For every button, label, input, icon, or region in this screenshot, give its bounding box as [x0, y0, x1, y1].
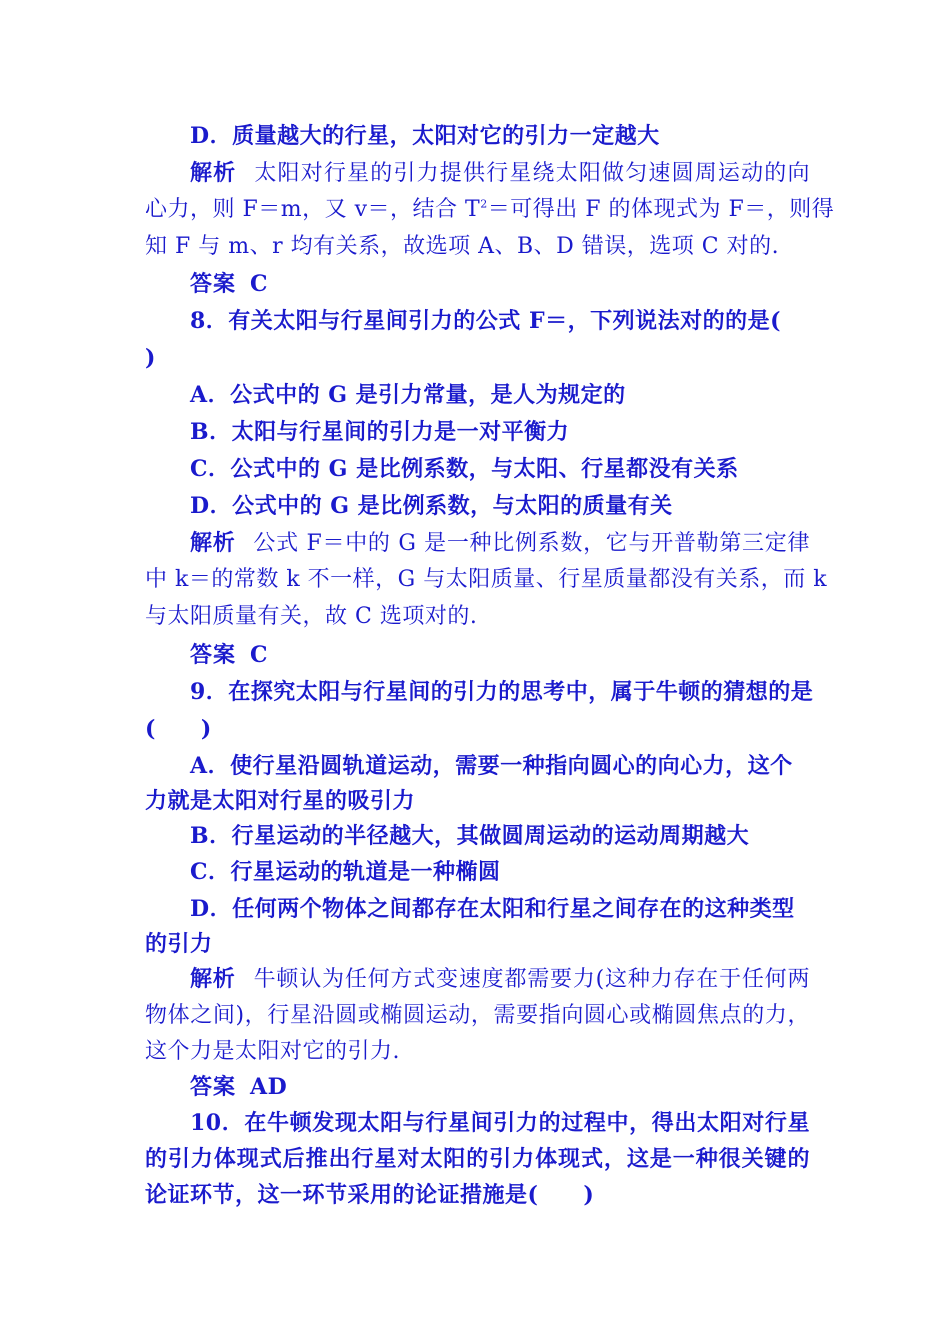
q9-analysis-line-3: 这个力是太阳对它的引力.	[145, 1039, 400, 1064]
q7-analysis-line-2: 心力，则 F＝m，又 v＝，结合 $T^2=$可得出 F 的体现式为 F＝，则得	[145, 197, 835, 222]
q10-stem-line-3: 论证环节，这一环节采用的论证措施是( )	[145, 1182, 595, 1208]
q7-option-d: D．质量越大的行星，太阳对它的引力一定越大	[190, 123, 660, 149]
analysis-label: 解析	[190, 160, 237, 186]
answer-value: C	[250, 642, 269, 668]
q9-option-a-line-1: A．使行星沿圆轨道运动，需要一种指向圆心的向心力，这个	[190, 753, 793, 779]
q9-stem-line-1: 9．在探究太阳与行星间的引力的思考中，属于牛顿的猜想的是	[190, 679, 814, 705]
q7-analysis-line-3: 知 F 与 m、r 均有关系，故选项 A、B、D 错误，选项 C 对的.	[145, 234, 780, 259]
q9-analysis-line-2: 物体之间)，行星沿圆或椭圆运动，需要指向圆心或椭圆焦点的力，	[145, 1003, 810, 1028]
answer-label: 答案	[190, 642, 237, 668]
q9-option-c: C．行星运动的轨道是一种椭圆	[190, 859, 501, 885]
q8-stem-line-2: )	[145, 345, 156, 371]
analysis-label: 解析	[190, 966, 236, 992]
q8-option-a: A．公式中的 G 是引力常量，是人为规定的	[190, 382, 626, 408]
answer-value: AD	[250, 1074, 288, 1100]
analysis-label: 解析	[190, 530, 236, 556]
q9-option-a-line-2: 力就是太阳对行星的吸引力	[145, 788, 416, 814]
q9-option-b: B．行星运动的半径越大，其做圆周运动的运动周期越大	[190, 823, 750, 849]
q8-option-d: D．公式中的 G 是比例系数，与太阳的质量有关	[190, 493, 673, 519]
answer-value: C	[250, 271, 269, 297]
q9-stem-line-2: ( )	[145, 716, 212, 742]
q8-stem-line-1: 8．有关太阳与行星间引力的公式 F＝，下列说法对的的是(	[190, 308, 781, 334]
q8-analysis-line-1: 解析 公式 F＝中的 G 是一种比例系数，它与开普勒第三定律	[190, 530, 810, 556]
answer-label: 答案	[190, 1074, 237, 1100]
q7-answer	[190, 269, 810, 300]
q8-option-c: C．公式中的 G 是比例系数，与太阳、行星都没有关系	[190, 456, 739, 482]
q9-answer	[190, 1072, 810, 1103]
q8-option-b: B．太阳与行星间的引力是一对平衡力	[190, 419, 570, 445]
q10-stem-line-1: 10．在牛顿发现太阳与行星间引力的过程中，得出太阳对行星	[190, 1110, 810, 1136]
q10-stem-line-2: 的引力体现式后推出行星对太阳的引力体现式，这是一种很关键的	[145, 1146, 810, 1172]
q8-analysis-line-2: 中 k＝的常数 k 不一样，G 与太阳质量、行星质量都没有关系，而 k	[145, 567, 828, 592]
q8-analysis-line-3: 与太阳质量有关，故 C 选项对的.	[145, 604, 478, 629]
q9-option-d-line-2: 的引力	[145, 931, 213, 957]
q7-analysis-line-1: 解析 太阳对行星的引力提供行星绕太阳做匀速圆周运动的向	[190, 160, 810, 186]
q9-option-d-line-1: D．任何两个物体之间都存在太阳和行星之间存在的这种类型	[190, 896, 795, 922]
q8-answer	[190, 640, 810, 671]
q9-analysis-line-1: 解析 牛顿认为任何方式变速度都需要力(这种力存在于任何两	[190, 966, 810, 992]
answer-label: 答案	[190, 271, 237, 297]
